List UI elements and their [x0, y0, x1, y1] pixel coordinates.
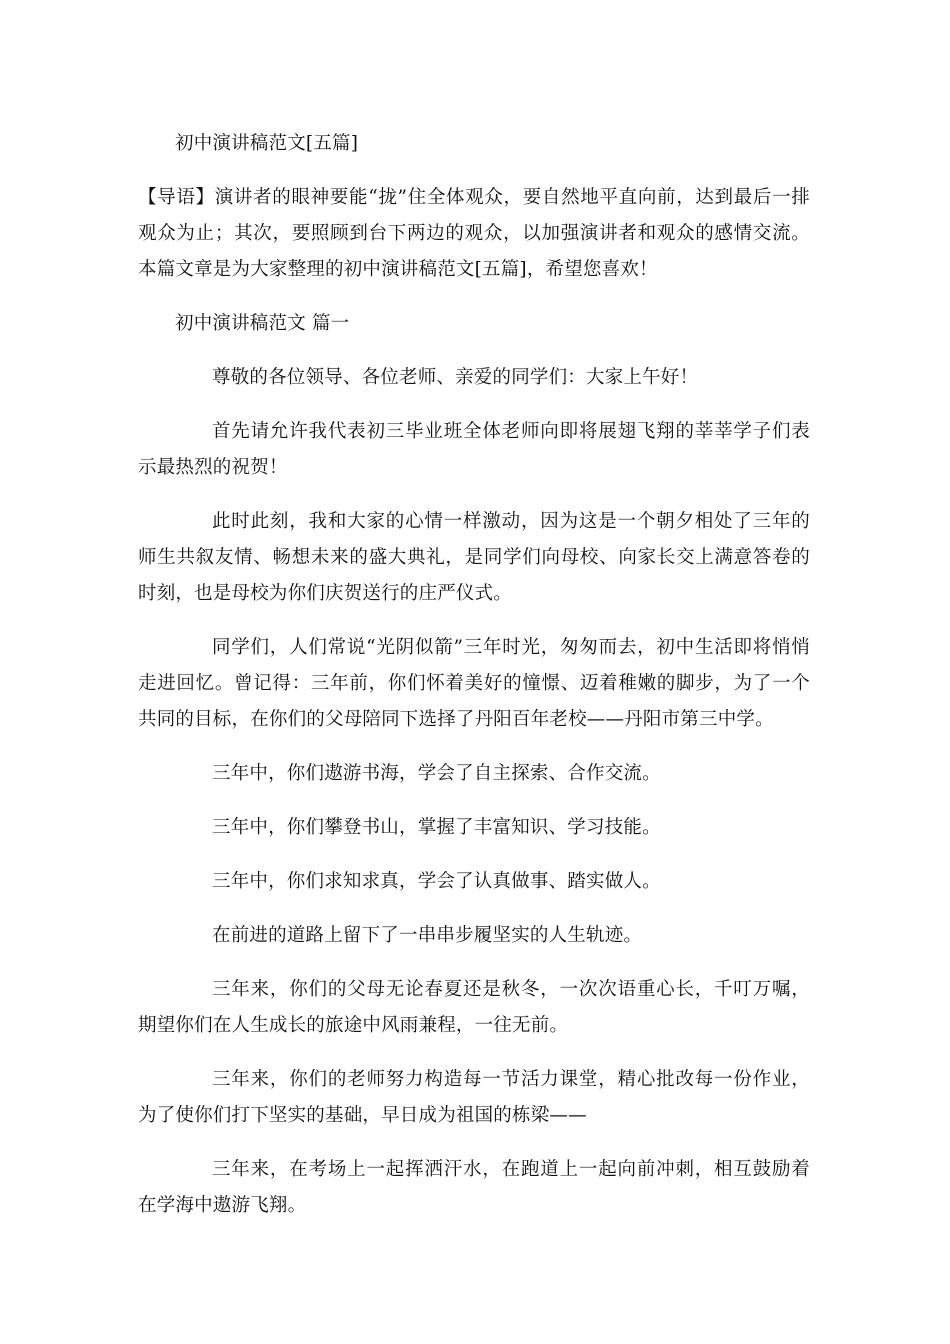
document-title: 初中演讲稿范文[五篇] — [175, 133, 359, 154]
paragraph-knowledge: 三年中，你们攀登书山，掌握了丰富知识、学习技能。 — [212, 817, 661, 838]
paragraph-classmates: 三年来，在考场上一起挥洒汗水，在跑道上一起向前冲刺，相互鼓励着在学海中遨游飞翔。 — [138, 1159, 810, 1216]
paragraph-ceremony: 此时此刻，我和大家的心情一样激动，因为这是一个朝夕相处了三年的师生共叙友情、畅想未来的盛大典礼，是同学们向母校、向家长交上满意答卷的时刻，也是母校为你们庆贺送行的庄严仪式。 — [138, 511, 810, 604]
paragraph-parents: 三年来，你们的父母无论春夏还是秋冬，一次次语重心长，千叮万嘱，期望你们在人生成长的旅途中风雨兼程，一往无前。 — [138, 979, 810, 1036]
paragraph-footprints: 在前进的道路上留下了一串串步履坚实的人生轨迹。 — [212, 925, 643, 946]
paragraph-study: 三年中，你们遨游书海，学会了自主探索、合作交流。 — [212, 763, 661, 784]
lead-paragraph — [138, 180, 810, 288]
section-heading: 初中演讲稿范文 篇一 — [175, 313, 350, 334]
paragraph-teachers: 三年来，你们的老师努力构造每一节活力课堂，精心批改每一份作业，为了使你们打下坚实的基础，早日成为祖国的栋梁—— — [138, 1069, 810, 1126]
paragraph-congratulation: 首先请允许我代表初三毕业班全体老师向即将展翅飞翔的莘莘学子们表示最热烈的祝贺！ — [138, 421, 810, 478]
paragraph-greeting: 尊敬的各位领导、各位老师、亲爱的同学们：大家上午好！ — [212, 367, 699, 388]
lead-text: 演讲者的眼神要能“拢”住全体观众，要自然地平直向前，达到最后一排观众为止；其次，要照顾到台下两边的观众，以加强演讲者和观众的感情交流。本篇文章是为大家整理的初中演讲稿范文[五篇]，希望您喜欢！ — [138, 187, 810, 280]
lead-marker: 【导语】 — [138, 187, 215, 208]
document-page — [138, 126, 810, 1242]
paragraph-memory: 同学们，人们常说“光阴似箭”三年时光，匆匆而去，初中生活即将悄悄走进回忆。曾记得：三年前，你们怀着美好的憧憬、迈着稚嫩的脚步，为了一个共同的目标，在你们的父母陪同下选择了丹阳百年老校——丹阳市第三中学。 — [138, 637, 810, 730]
paragraph-character: 三年中，你们求知求真，学会了认真做事、踏实做人。 — [212, 871, 661, 892]
